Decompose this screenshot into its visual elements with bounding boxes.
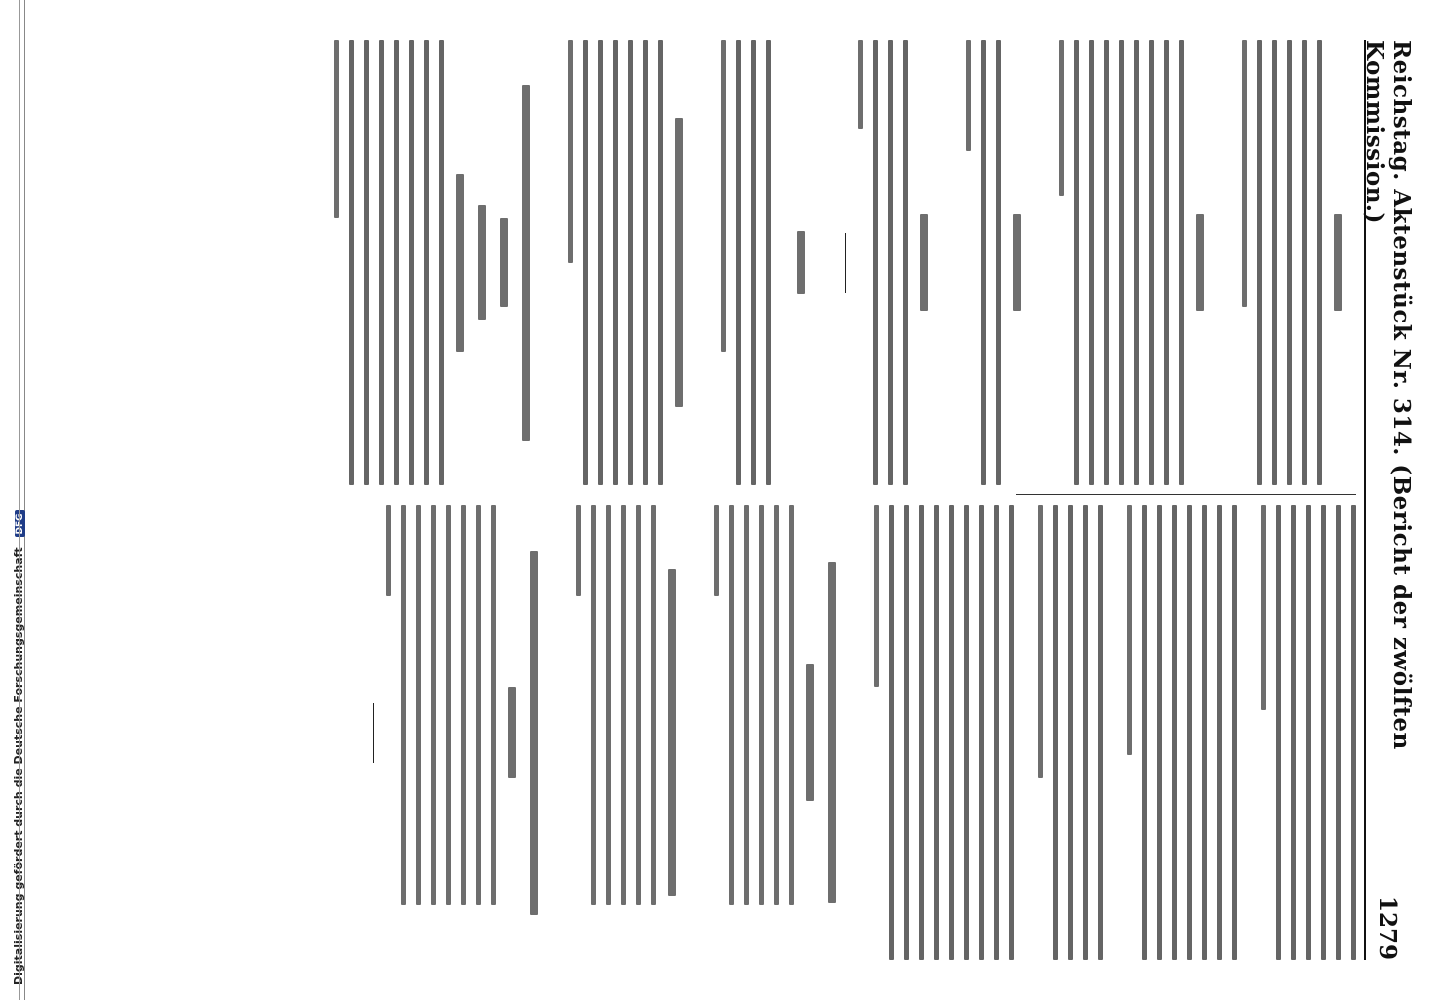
- heading-line: [456, 174, 464, 352]
- text-line: [858, 40, 863, 129]
- text-line: [651, 505, 656, 905]
- heading-line: [797, 231, 805, 293]
- text-line: [379, 40, 384, 485]
- text-line: [461, 505, 466, 905]
- text-line: [349, 40, 354, 485]
- text-line: [1276, 505, 1281, 960]
- text-line: [721, 40, 726, 352]
- dfg-logo: DFG: [15, 510, 25, 537]
- heading-line: [668, 569, 676, 897]
- paragraph-gap: [771, 40, 785, 485]
- text-line: [1074, 40, 1079, 485]
- text-line: [1053, 505, 1058, 960]
- text-line: [1232, 505, 1237, 960]
- paragraph-gap: [850, 505, 864, 960]
- paragraph-gap: [1103, 505, 1117, 960]
- text-line: [1009, 505, 1014, 960]
- paragraph-gap: [1014, 505, 1028, 960]
- heading-line: [1334, 214, 1342, 312]
- text-line: [981, 40, 986, 485]
- text-line: [979, 505, 984, 960]
- text-line: [889, 505, 894, 960]
- text-line: [1179, 40, 1184, 485]
- text-line: [789, 505, 794, 905]
- text-line: [1291, 505, 1296, 960]
- text-line: [334, 40, 339, 218]
- text-line: [966, 40, 971, 151]
- text-line: [643, 40, 648, 485]
- text-line: [1104, 40, 1109, 485]
- text-line: [628, 40, 633, 485]
- text-line: [613, 40, 618, 485]
- heading-line: [500, 218, 508, 307]
- text-line: [1134, 40, 1139, 485]
- text-line: [1257, 40, 1262, 485]
- paragraph-gap: [942, 40, 956, 485]
- text-line: [888, 40, 893, 485]
- text-line: [416, 505, 421, 905]
- text-line: [401, 505, 406, 905]
- paragraph-gap: [819, 40, 833, 485]
- text-line: [744, 505, 749, 905]
- text-line: [364, 40, 369, 485]
- left-column: [36, 40, 1356, 485]
- text-line: [964, 505, 969, 960]
- text-line: [1059, 40, 1064, 196]
- page-header: [1361, 40, 1415, 960]
- text-line: [431, 505, 436, 905]
- text-line: [729, 505, 734, 905]
- paragraph-gap: [690, 505, 704, 960]
- text-line: [583, 40, 588, 485]
- text-line: [996, 40, 1001, 485]
- text-line: [1306, 505, 1311, 960]
- text-line: [568, 40, 573, 263]
- text-line: [1317, 40, 1322, 485]
- paragraph-gap: [544, 40, 558, 485]
- text-line: [994, 505, 999, 960]
- heading-line: [508, 687, 516, 778]
- text-line: [1302, 40, 1307, 485]
- text-line: [1119, 40, 1124, 485]
- text-line: [591, 505, 596, 905]
- page-number: 1279: [1374, 895, 1402, 960]
- text-line: [751, 40, 756, 485]
- heading-line: [478, 205, 486, 321]
- text-line: [1083, 505, 1088, 960]
- page-title: Reichstag. Aktenstück Nr. 314. (Bericht der zwölften Kommission.): [1361, 40, 1415, 750]
- heading-line: [1196, 214, 1204, 312]
- text-line: [636, 505, 641, 905]
- text-line: [1149, 40, 1154, 485]
- text-line: [598, 40, 603, 485]
- text-line: [446, 505, 451, 905]
- text-line: [1038, 505, 1043, 778]
- heading-line: [1013, 214, 1021, 312]
- text-line: [903, 40, 908, 485]
- section-rule: [373, 703, 374, 763]
- text-line: [394, 40, 399, 485]
- text-line: [476, 505, 481, 905]
- text-line: [621, 505, 626, 905]
- section-rule: [845, 233, 846, 293]
- text-line: [904, 505, 909, 960]
- text-line: [1068, 505, 1073, 960]
- text-line: [874, 505, 879, 687]
- text-line: [1202, 505, 1207, 960]
- text-line: [759, 505, 764, 905]
- text-line: [766, 40, 771, 485]
- paragraph-gap: [697, 40, 711, 485]
- heading-line: [828, 562, 836, 903]
- text-line: [386, 505, 391, 596]
- text-line: [424, 40, 429, 485]
- text-line: [1089, 40, 1094, 485]
- text-line: [873, 40, 878, 485]
- text-line: [1287, 40, 1292, 485]
- heading-line: [530, 551, 538, 915]
- text-line: [606, 505, 611, 905]
- paragraph-gap: [552, 505, 566, 960]
- heading-line: [806, 664, 814, 801]
- text-line: [1351, 505, 1356, 960]
- text-line: [576, 505, 581, 596]
- text-line: [919, 505, 924, 960]
- text-line: [658, 40, 663, 485]
- text-line: [949, 505, 954, 960]
- text-line: [491, 505, 496, 905]
- paragraph-gap: [1218, 40, 1232, 485]
- text-line: [409, 40, 414, 485]
- text-line: [736, 40, 741, 485]
- text-line: [774, 505, 779, 905]
- text-line: [1242, 40, 1247, 307]
- text-line: [439, 40, 444, 485]
- text-line: [1164, 40, 1169, 485]
- text-line: [934, 505, 939, 960]
- text-line: [1157, 505, 1162, 960]
- text-line: [1172, 505, 1177, 960]
- text-line: [1261, 505, 1266, 710]
- document-page: [19, 0, 1420, 1000]
- paragraph-gap: [1237, 505, 1251, 960]
- paragraph-gap: [1035, 40, 1049, 485]
- text-line: [1217, 505, 1222, 960]
- text-line: [1272, 40, 1277, 485]
- text-line: [714, 505, 719, 596]
- credit-label: Digitalisierung gefördert durch die Deutsche Forschungsgemeinschaft: [12, 547, 25, 985]
- text-line: [1127, 505, 1132, 755]
- text-line: [1098, 505, 1103, 960]
- text-line: [1336, 505, 1341, 960]
- column-divider: [1016, 494, 1356, 495]
- text-line: [1187, 505, 1192, 960]
- text-line: [1142, 505, 1147, 960]
- text-line: [1321, 505, 1326, 960]
- right-column: [36, 505, 1356, 960]
- heading-line: [920, 214, 928, 312]
- heading-line: [522, 85, 530, 441]
- heading-line: [675, 118, 683, 407]
